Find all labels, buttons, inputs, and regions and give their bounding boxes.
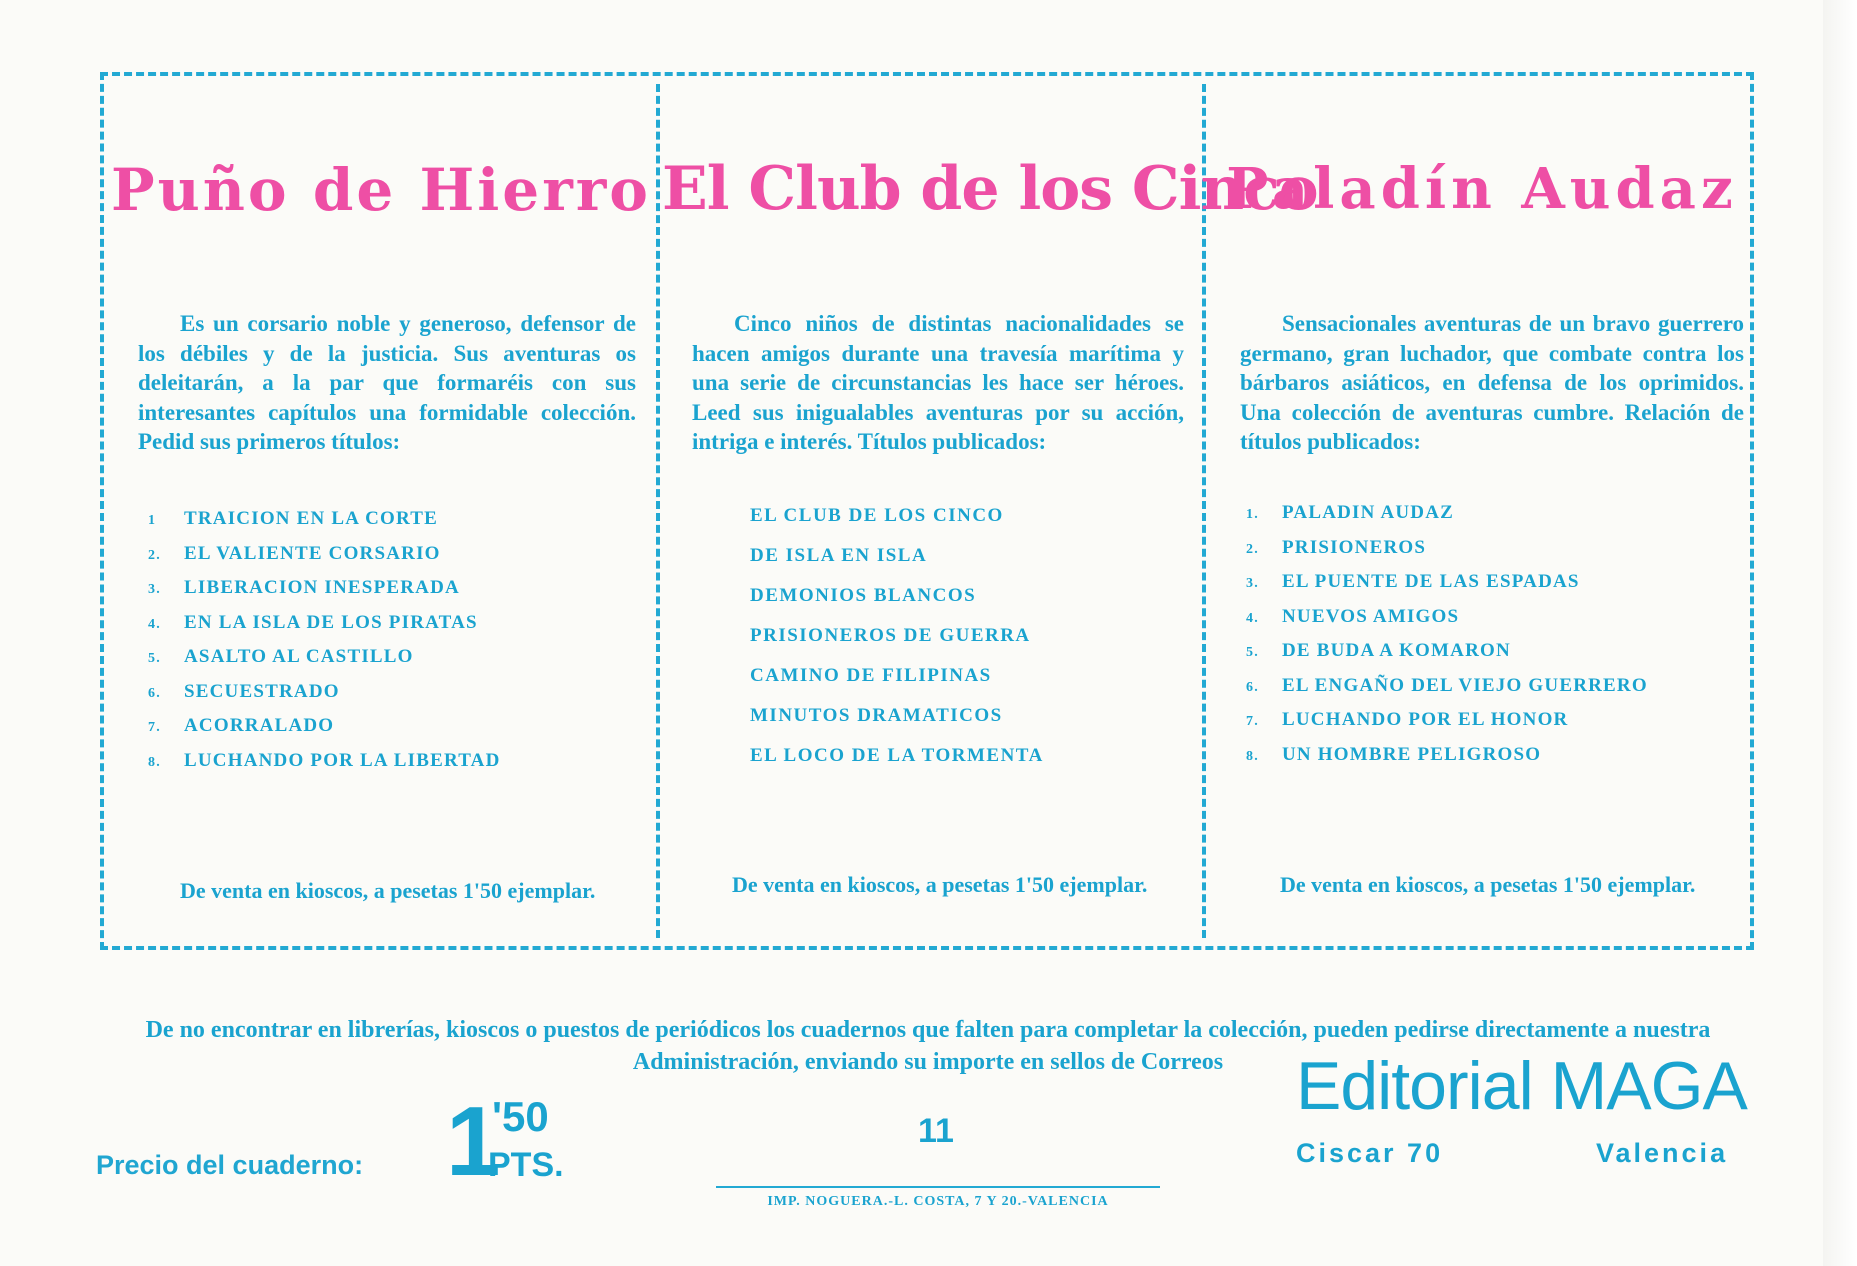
title-item <box>1246 703 1744 738</box>
title-text: DE BUDA A KOMARON <box>1282 640 1511 661</box>
title-text: PRISIONEROS <box>1282 536 1427 558</box>
publisher-name: Editorial MAGA <box>1296 1048 1747 1124</box>
title-number: 7. <box>1246 714 1259 729</box>
title-text: LUCHANDO POR LA LIBERTAD <box>184 749 501 771</box>
sale-info: De venta en kioscos, a pesetas 1'50 ejemplar. <box>1280 872 1696 897</box>
published-titles-list <box>148 502 648 778</box>
publisher-address <box>1296 1138 1756 1169</box>
title-item <box>148 606 648 641</box>
title-item <box>750 616 1196 656</box>
title-text: TRAICION EN LA CORTE <box>184 508 439 529</box>
title-text: EL LOCO DE LA TORMENTA <box>750 745 1044 766</box>
title-number: 2. <box>148 547 161 563</box>
title-item <box>1246 634 1744 669</box>
title-number: 8. <box>148 754 161 770</box>
publisher-city: Valencia <box>1596 1138 1729 1168</box>
series-description: Sensacionales aventuras de un bravo guerrero germano, gran luchador, que combate contra los bárbaros asiáticos, en defensa de los oprimidos. Una colección de aventuras cumbre. Relación de títulos publicados: <box>1240 311 1744 454</box>
title-text: MINUTOS DRAMATICOS <box>750 705 1003 726</box>
title-text: EN LA ISLA DE LOS PIRATAS <box>184 611 478 633</box>
title-number: 6. <box>148 685 161 701</box>
price-label: Precio del cuaderno: <box>96 1150 364 1180</box>
printer-rule <box>716 1186 1160 1188</box>
price-unit: PTS. <box>488 1146 564 1184</box>
title-number: 1 <box>148 513 157 528</box>
title-text: DEMONIOS BLANCOS <box>750 585 977 606</box>
title-item <box>148 709 648 744</box>
price-whole: 1 <box>446 1086 495 1196</box>
title-item <box>750 576 1196 616</box>
title-number: 5. <box>148 651 161 666</box>
title-item <box>1246 565 1744 600</box>
title-text: NUEVOS AMIGOS <box>1282 605 1460 627</box>
series-title: El Club de los Cinco <box>662 154 1318 224</box>
series-column-puno-de-hierro <box>104 76 658 946</box>
title-item <box>148 744 648 779</box>
title-text: PRISIONEROS DE GUERRA <box>750 625 1031 646</box>
title-item <box>148 537 648 572</box>
printer-imprint: IMP. NOGUERA.-L. COSTA, 7 Y 20.-VALENCIA <box>767 1194 1109 1209</box>
title-text: ACORRALADO <box>184 715 335 736</box>
series-title: Paladín Audaz <box>1226 156 1738 222</box>
sale-info: De venta en kioscos, a pesetas 1'50 ejemplar. <box>180 878 596 903</box>
title-text: SECUESTRADO <box>184 680 340 702</box>
title-number: 6. <box>1246 679 1259 695</box>
title-number: 1. <box>1246 507 1259 522</box>
publisher-street: Ciscar 70 <box>1296 1138 1444 1168</box>
published-titles-list <box>1246 496 1744 772</box>
advertisement-frame <box>100 72 1754 950</box>
title-number: 7. <box>148 720 161 735</box>
series-description: Es un corsario noble y generoso, defensor de los débiles y de la justicia. Sus aventuras os deleitarán, a la par que formaréis con sus interesantes capítulos una formidable colección. Pedid sus primeros títulos: <box>138 311 636 454</box>
title-text: EL PUENTE DE LAS ESPADAS <box>1282 571 1580 592</box>
title-text: CAMINO DE FILIPINAS <box>750 665 992 686</box>
published-titles-list <box>750 496 1196 776</box>
page-edge-shadow <box>1823 0 1857 1266</box>
order-notice: De no encontrar en librerías, kioscos o puestos de periódicos los cuadernos que falten para completar la colección, pueden pedirse directamente a nuestra Administración, enviando su importe en sellos de Correos <box>145 1017 1711 1075</box>
title-item <box>750 656 1196 696</box>
title-text: PALADIN AUDAZ <box>1282 502 1455 523</box>
title-number: 4. <box>1246 610 1259 626</box>
title-item <box>148 502 648 537</box>
title-text: EL ENGAÑO DEL VIEJO GUERRERO <box>1282 674 1648 696</box>
title-number: 8. <box>1246 748 1259 764</box>
title-text: DE ISLA EN ISLA <box>750 545 928 566</box>
title-text: EL VALIENTE CORSARIO <box>184 542 441 564</box>
title-text: ASALTO AL CASTILLO <box>184 646 414 667</box>
title-text: LIBERACION INESPERADA <box>184 577 460 598</box>
title-number: 2. <box>1246 541 1259 557</box>
title-item <box>750 696 1196 736</box>
page-number: 11 <box>918 1112 954 1150</box>
series-title: Puño de Hierro <box>110 156 651 224</box>
sale-info: De venta en kioscos, a pesetas 1'50 ejemplar. <box>732 872 1148 897</box>
title-item <box>148 571 648 606</box>
title-number: 3. <box>148 582 161 597</box>
title-text: EL CLUB DE LOS CINCO <box>750 505 1004 526</box>
series-column-paladin-audaz <box>1210 76 1754 946</box>
price-fraction: '50 <box>492 1093 549 1140</box>
title-number: 4. <box>148 616 161 632</box>
title-item <box>750 496 1196 536</box>
title-item <box>1246 496 1744 531</box>
title-number: 5. <box>1246 645 1259 660</box>
title-item <box>1246 669 1744 704</box>
series-column-el-club-de-los-cinco <box>662 76 1318 946</box>
title-text: LUCHANDO POR EL HONOR <box>1282 709 1569 730</box>
title-item <box>1246 531 1744 566</box>
title-item <box>750 736 1196 776</box>
title-item <box>750 536 1196 576</box>
title-item <box>148 640 648 675</box>
series-description: Cinco niños de distintas nacionalidades se hacen amigos durante una travesía marítima y una serie de circunstancias les hace ser héroes. Leed sus inigualables aventuras por su acción, intriga e interés. Títulos publicados: <box>692 311 1184 454</box>
title-number: 3. <box>1246 576 1259 591</box>
title-item <box>1246 738 1744 773</box>
title-item <box>1246 600 1744 635</box>
title-item <box>148 675 648 710</box>
title-text: UN HOMBRE PELIGROSO <box>1282 743 1542 765</box>
